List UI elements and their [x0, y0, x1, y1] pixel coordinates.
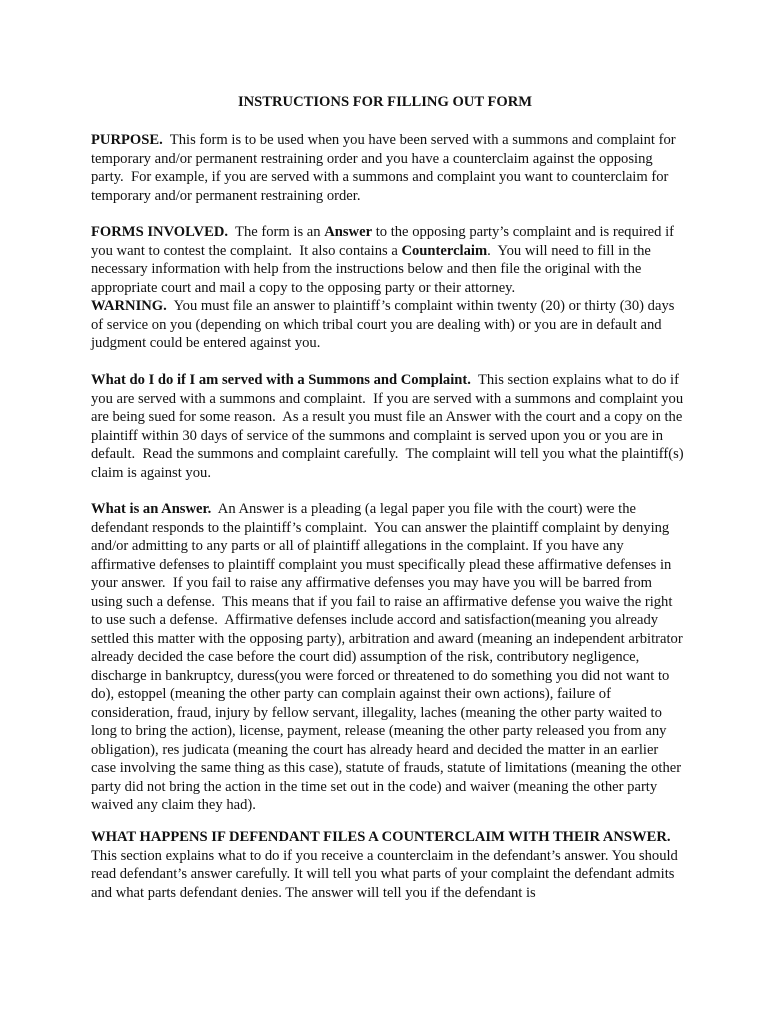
warning-text: You must file an answer to plaintiff’s complaint within twenty (20) or thirty (30) days of service on you (depending on which tribal court you are dealing with) or you are in default and judgment could be entered against you. [91, 298, 679, 351]
forms-involved-paragraph [91, 223, 686, 297]
served-summons-paragraph [91, 371, 686, 482]
answer-term: Answer [324, 224, 373, 240]
warning-heading: WARNING. [91, 298, 167, 314]
what-is-answer-paragraph [91, 500, 686, 815]
purpose-heading: PURPOSE. [91, 132, 163, 148]
forms-involved-text-2: to the opposing party’s complaint and is required if you want to contest the complaint. It also contains a [91, 224, 678, 259]
forms-involved-heading: FORMS INVOLVED. [91, 224, 229, 240]
counterclaim-section-text: This section explains what to do if you receive a counterclaim in the defendant’s answer. You should read defendant’s answer carefully. It will tell you what parts of your complaint the defendant admits and what parts defendant denies. The answer will tell you if the defendant is [91, 847, 678, 901]
what-is-answer-text: An Answer is a pleading (a legal paper you file with the court) were the defendant responds to the plaintiff’s complaint. You can answer the plaintiff complaint by denying and/or admitting to any parts or all of plaintiff allegations in the complaint. If you have any affirmative defenses to plaintiff complaint you must specifically plead these affirmative defenses in your answer. If you fail to raise any affirmative defenses you may have you will be barred from using such a defense. This means that if you fail to raise an affirmative defense you waive the right to use such a defense. Affirmative defenses include accord and satisfaction(meaning you already settled this matter with the opposing party), arbitration and award (meaning an independent arbitrator already decided the case before the court did) assumption of the risk, contributory negligence, discharge in bankruptcy, duress(you were forced or threatened to do something you did not want to do), estoppel (meaning the other party can complain against their own actions), failure of consideration, fraud, injury by fellow servant, illegality, laches (meaning the other party waited to long to bring the action), license, payment, release (meaning the other party released you from any obligation), res judicata (meaning the court has already heard and decided the matter in an earlier case involving the same thing as this case), statute of frauds, statute of limitations (meaning the other party did not bring the action in the time set out in the code) and waiver (meaning the other party waived any claim they had). [91, 501, 687, 813]
served-summons-text: This section explains what to do if you are served with a summons and complaint. If you are served with a summons and complaint you are being sued for some reason. As a result you must file an Answer with the court and a copy on the plaintiff within 30 days of service of the summons and complaint is served upon you or you are in default. Read the summons and complaint carefully. The complaint will tell you what the plaintiff(s) claim is against you. [91, 372, 688, 481]
warning-paragraph [91, 297, 686, 353]
counterclaim-section [91, 828, 686, 902]
counterclaim-section-heading: WHAT HAPPENS IF DEFENDANT FILES A COUNTERCLAIM WITH THEIR ANSWER. [91, 829, 671, 845]
counterclaim-term: Counterclaim [401, 242, 488, 259]
forms-involved-text-1: The form is an [228, 224, 325, 240]
what-is-answer-heading: What is an Answer. [91, 501, 212, 517]
purpose-paragraph [91, 131, 686, 205]
purpose-text: This form is to be used when you have been served with a summons and complaint for temporary and/or permanent restraining order and you have a counterclaim against the opposing party. For example, if you are served with a summons and complaint you want to counterclaim for temporary and/or permanent restraining order. [91, 132, 680, 204]
forms-involved-text-3: . You will need to fill in the necessary information with help from the instructions below and then file the original with the appropriate court and mail a copy to the opposing party or their attorney. [91, 242, 655, 296]
served-summons-heading: What do I do if I am served with a Summons and Complaint. [91, 372, 471, 388]
document-title: INSTRUCTIONS FOR FILLING OUT FORM [237, 94, 533, 110]
